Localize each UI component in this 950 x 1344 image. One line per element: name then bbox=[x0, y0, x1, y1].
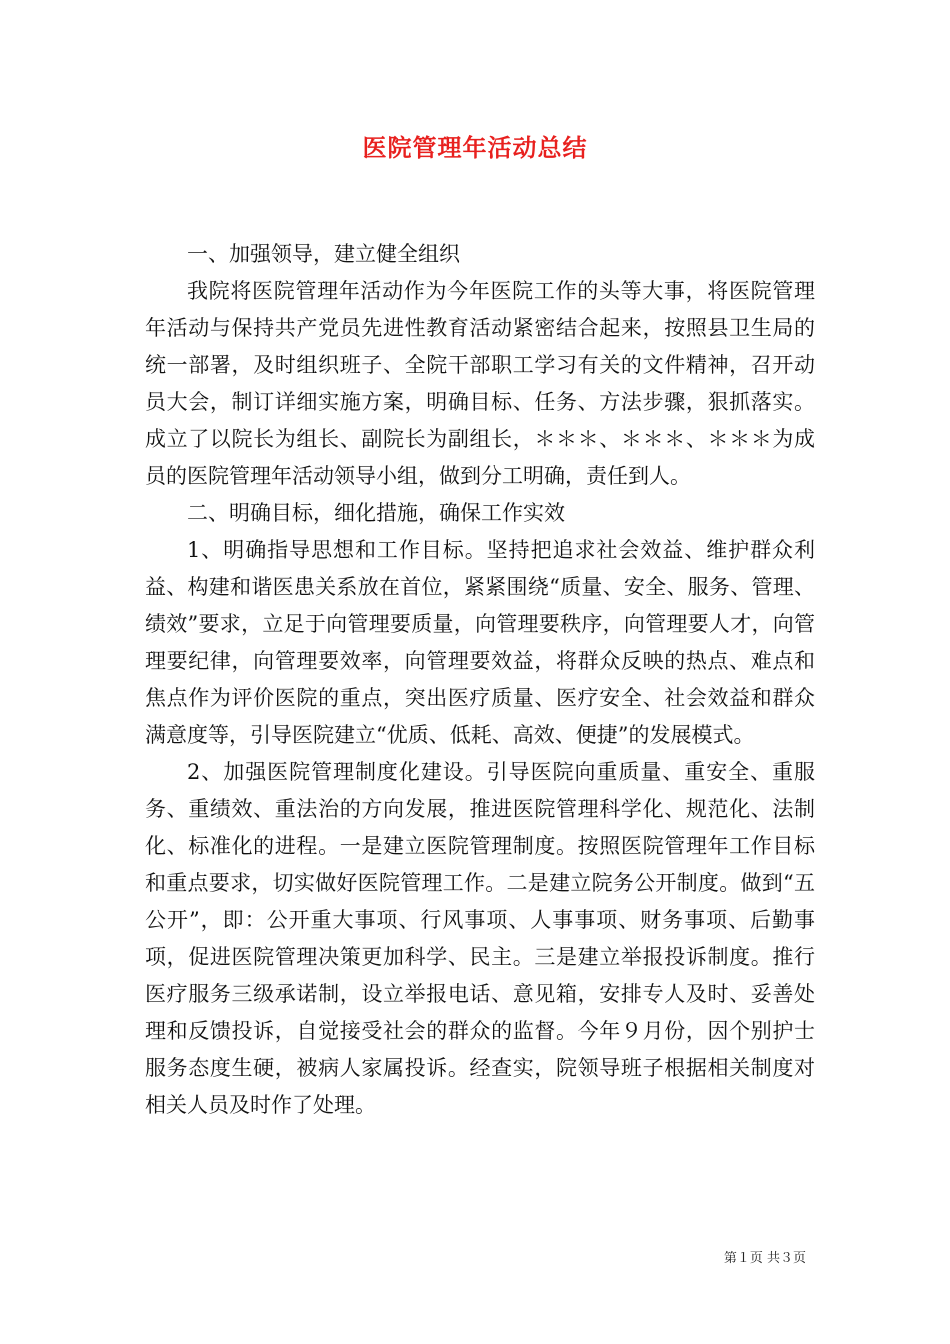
section-heading-1: 一、加强领导，建立健全组织 bbox=[187, 242, 460, 266]
document-body bbox=[145, 236, 815, 1124]
paragraph-institutions: 2、加强医院管理制度化建设。引导医院向重质量、重安全、重服务、重绩效、重法治的方向发展，推进医院管理科学化、规范化、法制化、标准化的进程。一是建立医院管理制度。按照医院管理年工作目标和重点要求，切实做好医院管理工作。二是建立院务公开制度。做到“五公开”，即：公开重大事项、行风事项、人事事项、财务事项、后勤事项，促进医院管理决策更加科学、民主。三是建立举报投诉制度。推行医疗服务三级承诺制，设立举报电话、意见箱，安排专人及时、妥善处理和反馈投诉，自觉接受社会的群众的监督。今年９月份，因个别护士服务态度生硬，被病人家属投诉。经查实，院领导班子根据相关制度对相关人员及时作了处理。 bbox=[145, 760, 815, 1117]
page-number: 第１页 共３页 bbox=[723, 1251, 806, 1266]
paragraph-leadership: 我院将医院管理年活动作为今年医院工作的头等大事，将医院管理年活动与保持共产党员先进性教育活动紧密结合起来，按照县卫生局的统一部署，及时组织班子、全院干部职工学习有关的文件精神，召开动员大会，制订详细实施方案，明确目标、任务、方法步骤，狠抓落实。成立了以院长为组长、副院长为副组长，＊＊＊、＊＊＊、＊＊＊为成员的医院管理年活动领导小组，做到分工明确，责任到人。 bbox=[145, 279, 815, 488]
document-title: 医院管理年活动总结 bbox=[362, 133, 588, 162]
paragraph-goals: 1、明确指导思想和工作目标。坚持把追求社会效益、维护群众利益、构建和谐医患关系放在首位，紧紧围绕“质量、安全、服务、管理、绩效”要求，立足于向管理要质量，向管理要秩序，向管理要人才，向管理要纪律，向管理要效率，向管理要效益，将群众反映的热点、难点和焦点作为评价医院的重点，突出医疗质量、医疗安全、社会效益和群众满意度等，引导医院建立“优质、低耗、高效、便捷”的发展模式。 bbox=[145, 538, 815, 747]
section-heading-2: 二、明确目标，细化措施，确保工作实效 bbox=[187, 501, 565, 525]
